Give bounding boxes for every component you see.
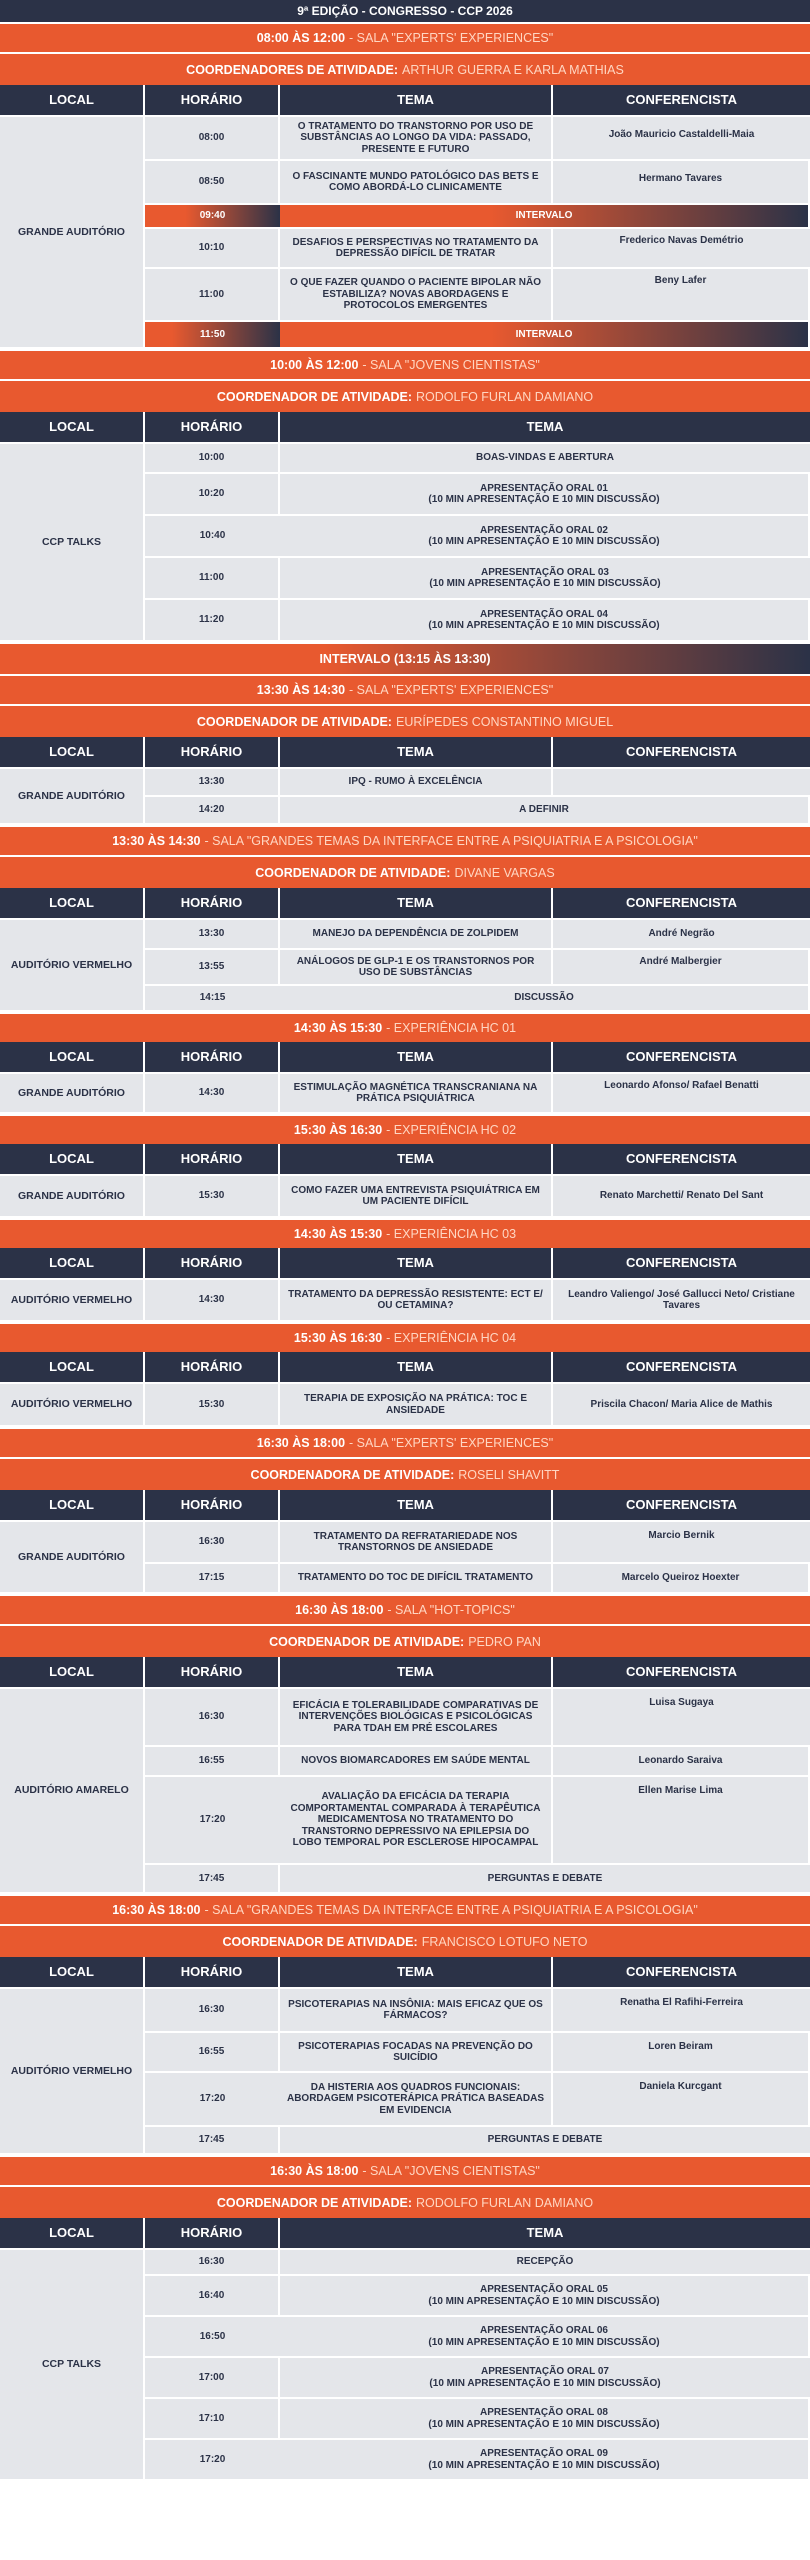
session-time-band: 15:30 ÀS 16:30 - EXPERIÊNCIA HC 02 [0,1114,810,1144]
coordinator-band: COORDENADORA DE ATIVIDADE: ROSELI SHAVITT [0,1457,810,1490]
topic-cell: APRESENTAÇÃO ORAL 02 (10 MIN APRESENTAÇÃO E 10 MIN DISCUSSÃO) [280,516,810,558]
col-conferencista: CONFERENCISTA [553,85,810,117]
speaker-cell: Renato Marchetti/ Renato Del Sant [553,1176,810,1218]
time-cell: 14:30 [145,1074,280,1114]
col-conferencista: CONFERENCISTA [553,1957,810,1989]
local-cell: AUDITÓRIO AMARELO [0,1689,145,1894]
col-local: LOCAL [0,737,145,769]
topic-cell: DISCUSSÃO [280,986,810,1012]
speaker-cell: André Negrão [553,920,810,950]
col-horario: HORÁRIO [145,2218,280,2250]
time-cell: 17:20 [145,2440,280,2481]
topic-cell: APRESENTAÇÃO ORAL 05 (10 MIN APRESENTAÇÃO E 10 MIN DISCUSSÃO) [280,2276,810,2317]
col-tema: TEMA [280,737,553,769]
speaker-cell: Daniela Kurcgant [553,2073,810,2127]
session-time-band: 16:30 ÀS 18:00 - SALA "GRANDES TEMAS DA INTERFACE ENTRE A PSIQUIATRIA E A PSICOLOGIA" [0,1894,810,1924]
col-horario: HORÁRIO [145,888,280,920]
local-cell: GRANDE AUDITÓRIO [0,1074,145,1114]
session-time-band: 16:30 ÀS 18:00 - SALA "HOT-TOPICS" [0,1594,810,1624]
coordinator-band: COORDENADOR DE ATIVIDADE: RODOLFO FURLAN DAMIANO [0,379,810,412]
speaker-cell: Loren Beiram [553,2033,810,2073]
speaker-cell [553,769,810,797]
topic-cell: ANÁLOGOS DE GLP-1 E OS TRANSTORNOS POR USO DE SUBSTÂNCIAS [280,950,553,986]
coordinator-band: COORDENADOR DE ATIVIDADE: RODOLFO FURLAN DAMIANO [0,2185,810,2218]
col-horario: HORÁRIO [145,1957,280,1989]
col-horario: HORÁRIO [145,412,280,444]
col-conferencista: CONFERENCISTA [553,1248,810,1280]
time-cell: 17:45 [145,2127,280,2155]
schedule-table [0,1957,810,2155]
speaker-cell: Ellen Marise Lima [553,1777,810,1865]
topic-cell: TRATAMENTO DO TOC DE DIFÍCIL TRATAMENTO [280,1564,553,1594]
schedule-table [0,888,810,1012]
col-horario: HORÁRIO [145,85,280,117]
topic-cell: PSICOTERAPIAS NA INSÔNIA: MAIS EFICAZ QUE OS FÁRMACOS? [280,1989,553,2033]
local-cell: GRANDE AUDITÓRIO [0,1176,145,1218]
coordinator-band: COORDENADORES DE ATIVIDADE: ARTHUR GUERRA E KARLA MATHIAS [0,52,810,85]
schedule-table [0,412,810,642]
session-time-band: 13:30 ÀS 14:30 - SALA "EXPERTS' EXPERIENCES" [0,674,810,704]
col-tema: TEMA [280,1490,553,1522]
time-cell: 16:30 [145,1989,280,2033]
col-local: LOCAL [0,888,145,920]
schedule-table [0,1248,810,1322]
time-cell: 13:30 [145,769,280,797]
speaker-cell: Leandro Valiengo/ José Gallucci Neto/ Cristiane Tavares [553,1280,810,1322]
topic-cell: TRATAMENTO DA REFRATARIEDADE NOS TRANSTORNOS DE ANSIEDADE [280,1522,553,1564]
coordinator-band: COORDENADOR DE ATIVIDADE: FRANCISCO LOTUFO NETO [0,1924,810,1957]
edition-title: 9ª EDIÇÃO - CONGRESSO - CCP 2026 [0,0,810,22]
speaker-cell: João Mauricio Castaldelli-Maia [553,117,810,161]
break-cell: INTERVALO [280,322,810,349]
col-local: LOCAL [0,1042,145,1074]
speaker-cell: Marcelo Queiroz Hoexter [553,1564,810,1594]
time-cell: 08:50 [145,161,280,205]
time-cell: 11:50 [145,322,280,349]
topic-cell: PSICOTERAPIAS FOCADAS NA PREVENÇÃO DO SUICÍDIO [280,2033,553,2073]
time-cell: 17:20 [145,1777,280,1865]
col-tema: TEMA [280,1657,553,1689]
schedule-table [0,1490,810,1594]
session-time-band: 10:00 ÀS 12:00 - SALA "JOVENS CIENTISTAS" [0,349,810,379]
time-cell: 11:20 [145,600,280,642]
col-conferencista: CONFERENCISTA [553,1144,810,1176]
time-cell: 16:55 [145,2033,280,2073]
col-tema: TEMA [280,1248,553,1280]
col-tema: TEMA [280,412,810,444]
col-local: LOCAL [0,1352,145,1384]
schedule-table [0,737,810,825]
schedule-table [0,1352,810,1427]
col-local: LOCAL [0,2218,145,2250]
topic-cell: DA HISTERIA AOS QUADROS FUNCIONAIS: ABORDAGEM PSICOTERÁPICA PRÁTICA BASEADAS EM EVIDENCIA [280,2073,553,2127]
topic-cell: O TRATAMENTO DO TRANSTORNO POR USO DE SUBSTÂNCIAS AO LONGO DA VIDA: PASSADO, PRESENTE E FUTURO [280,117,553,161]
time-cell: 10:40 [145,516,280,558]
topic-cell: PERGUNTAS E DEBATE [280,2127,810,2155]
topic-cell: DESAFIOS E PERSPECTIVAS NO TRATAMENTO DA DEPRESSÃO DIFÍCIL DE TRATAR [280,229,553,269]
time-cell: 16:30 [145,2250,280,2276]
schedule-table [0,1657,810,1894]
col-local: LOCAL [0,1144,145,1176]
local-cell: GRANDE AUDITÓRIO [0,769,145,825]
session-time-band: 16:30 ÀS 18:00 - SALA "JOVENS CIENTISTAS" [0,2155,810,2185]
schedule-table [0,1144,810,1218]
speaker-cell: Beny Lafer [553,269,810,322]
topic-cell: NOVOS BIOMARCADORES EM SAÚDE MENTAL [280,1747,553,1777]
time-cell: 16:30 [145,1689,280,1747]
time-cell: 11:00 [145,558,280,600]
local-cell: AUDITÓRIO VERMELHO [0,1989,145,2155]
time-cell: 16:50 [145,2317,280,2358]
topic-cell: APRESENTAÇÃO ORAL 06 (10 MIN APRESENTAÇÃO E 10 MIN DISCUSSÃO) [280,2317,810,2358]
time-cell: 17:20 [145,2073,280,2127]
topic-cell: EFICÁCIA E TOLERABILIDADE COMPARATIVAS DE INTERVENÇÕES BIOLÓGICAS E PSICOLÓGICAS PARA TDAH EM PRÉ ESCOLARES [280,1689,553,1747]
col-tema: TEMA [280,85,553,117]
time-cell: 10:20 [145,474,280,516]
time-cell: 10:00 [145,444,280,474]
col-horario: HORÁRIO [145,1490,280,1522]
col-tema: TEMA [280,2218,810,2250]
time-cell: 08:00 [145,117,280,161]
col-conferencista: CONFERENCISTA [553,1657,810,1689]
time-cell: 09:40 [145,205,280,229]
col-local: LOCAL [0,85,145,117]
session-time-band: 13:30 ÀS 14:30 - SALA "GRANDES TEMAS DA INTERFACE ENTRE A PSIQUIATRIA E A PSICOLOGIA" [0,825,810,855]
col-conferencista: CONFERENCISTA [553,737,810,769]
topic-cell: APRESENTAÇÃO ORAL 04 (10 MIN APRESENTAÇÃO E 10 MIN DISCUSSÃO) [280,600,810,642]
local-cell: AUDITÓRIO VERMELHO [0,1384,145,1427]
topic-cell: A DEFINIR [280,797,810,825]
col-local: LOCAL [0,1957,145,1989]
time-cell: 17:15 [145,1564,280,1594]
speaker-cell: Marcio Bernik [553,1522,810,1564]
local-cell: GRANDE AUDITÓRIO [0,117,145,349]
col-tema: TEMA [280,1042,553,1074]
col-conferencista: CONFERENCISTA [553,1352,810,1384]
time-cell: 16:55 [145,1747,280,1777]
session-time-band: 15:30 ÀS 16:30 - EXPERIÊNCIA HC 04 [0,1322,810,1352]
local-cell: AUDITÓRIO VERMELHO [0,1280,145,1322]
col-horario: HORÁRIO [145,1042,280,1074]
speaker-cell: André Malbergier [553,950,810,986]
topic-cell: AVALIAÇÃO DA EFICÁCIA DA TERAPIA COMPORTAMENTAL COMPARADA À TERAPÊUTICA MEDICAMENTOSA NO TRATAMENTO DO TRANSTORNO DEPRESSIVO NA EPILEPSIA DO LOBO TEMPORAL POR ESCLEROSE HIPOCAMPAL [280,1777,553,1865]
col-horario: HORÁRIO [145,1144,280,1176]
speaker-cell: Priscila Chacon/ Maria Alice de Mathis [553,1384,810,1427]
topic-cell: APRESENTAÇÃO ORAL 01 (10 MIN APRESENTAÇÃO E 10 MIN DISCUSSÃO) [280,474,810,516]
topic-cell: MANEJO DA DEPENDÊNCIA DE ZOLPIDEM [280,920,553,950]
topic-cell: TRATAMENTO DA DEPRESSÃO RESISTENTE: ECT E/ OU CETAMINA? [280,1280,553,1322]
topic-cell: APRESENTAÇÃO ORAL 07 (10 MIN APRESENTAÇÃO E 10 MIN DISCUSSÃO) [280,2358,810,2399]
schedule-table [0,85,810,349]
time-cell: 15:30 [145,1176,280,1218]
time-cell: 15:30 [145,1384,280,1427]
time-cell: 11:00 [145,269,280,322]
local-cell: GRANDE AUDITÓRIO [0,1522,145,1594]
topic-cell: APRESENTAÇÃO ORAL 08 (10 MIN APRESENTAÇÃO E 10 MIN DISCUSSÃO) [280,2399,810,2440]
local-cell: CCP TALKS [0,444,145,642]
topic-cell: PERGUNTAS E DEBATE [280,1865,810,1894]
col-conferencista: CONFERENCISTA [553,1490,810,1522]
local-cell: CCP TALKS [0,2250,145,2481]
coordinator-band: COORDENADOR DE ATIVIDADE: EURÍPEDES CONSTANTINO MIGUEL [0,704,810,737]
time-cell: 16:40 [145,2276,280,2317]
col-tema: TEMA [280,888,553,920]
schedule-table [0,2218,810,2481]
time-cell: 14:15 [145,986,280,1012]
col-local: LOCAL [0,1657,145,1689]
col-conferencista: CONFERENCISTA [553,888,810,920]
break-cell: INTERVALO [280,205,810,229]
col-conferencista: CONFERENCISTA [553,1042,810,1074]
topic-cell: APRESENTAÇÃO ORAL 03 (10 MIN APRESENTAÇÃO E 10 MIN DISCUSSÃO) [280,558,810,600]
time-cell: 10:10 [145,229,280,269]
topic-cell: COMO FAZER UMA ENTREVISTA PSIQUIÁTRICA EM UM PACIENTE DIFÍCIL [280,1176,553,1218]
topic-cell: TERAPIA DE EXPOSIÇÃO NA PRÁTICA: TOC E ANSIEDADE [280,1384,553,1427]
col-tema: TEMA [280,1352,553,1384]
time-cell: 16:30 [145,1522,280,1564]
session-time-band: 14:30 ÀS 15:30 - EXPERIÊNCIA HC 03 [0,1218,810,1248]
time-cell: 13:30 [145,920,280,950]
topic-cell: IPQ - RUMO À EXCELÊNCIA [280,769,553,797]
session-time-band: 16:30 ÀS 18:00 - SALA "EXPERTS' EXPERIENCES" [0,1427,810,1457]
schedule-table [0,1042,810,1114]
time-cell: 17:45 [145,1865,280,1894]
topic-cell: APRESENTAÇÃO ORAL 09 (10 MIN APRESENTAÇÃO E 10 MIN DISCUSSÃO) [280,2440,810,2481]
topic-cell: BOAS-VINDAS E ABERTURA [280,444,810,474]
topic-cell: O FASCINANTE MUNDO PATOLÓGICO DAS BETS E COMO ABORDÁ-LO CLINICAMENTE [280,161,553,205]
topic-cell: O QUE FAZER QUANDO O PACIENTE BIPOLAR NÃO ESTABILIZA? NOVAS ABORDAGENS E PROTOCOLOS EMERGENTES [280,269,553,322]
col-local: LOCAL [0,1248,145,1280]
topic-cell: RECEPÇÃO [280,2250,810,2276]
speaker-cell: Leonardo Saraiva [553,1747,810,1777]
local-cell: AUDITÓRIO VERMELHO [0,920,145,1012]
time-cell: 17:00 [145,2358,280,2399]
time-cell: 14:30 [145,1280,280,1322]
session-time-band: 08:00 ÀS 12:00 - SALA "EXPERTS' EXPERIENCES" [0,22,810,52]
col-tema: TEMA [280,1957,553,1989]
coordinator-band: COORDENADOR DE ATIVIDADE: PEDRO PAN [0,1624,810,1657]
break-band: INTERVALO (13:15 ÀS 13:30) [0,642,810,674]
speaker-cell: Leonardo Afonso/ Rafael Benatti [553,1074,810,1114]
col-local: LOCAL [0,412,145,444]
time-cell: 14:20 [145,797,280,825]
topic-cell: ESTIMULAÇÃO MAGNÉTICA TRANSCRANIANA NA PRÁTICA PSIQUIÁTRICA [280,1074,553,1114]
speaker-cell: Frederico Navas Demétrio [553,229,810,269]
col-local: LOCAL [0,1490,145,1522]
col-horario: HORÁRIO [145,1657,280,1689]
speaker-cell: Renatha El Rafihi-Ferreira [553,1989,810,2033]
col-horario: HORÁRIO [145,1352,280,1384]
col-horario: HORÁRIO [145,1248,280,1280]
time-cell: 13:55 [145,950,280,986]
speaker-cell: Luisa Sugaya [553,1689,810,1747]
col-horario: HORÁRIO [145,737,280,769]
speaker-cell: Hermano Tavares [553,161,810,205]
col-tema: TEMA [280,1144,553,1176]
session-time-band: 14:30 ÀS 15:30 - EXPERIÊNCIA HC 01 [0,1012,810,1042]
time-cell: 17:10 [145,2399,280,2440]
coordinator-band: COORDENADOR DE ATIVIDADE: DIVANE VARGAS [0,855,810,888]
